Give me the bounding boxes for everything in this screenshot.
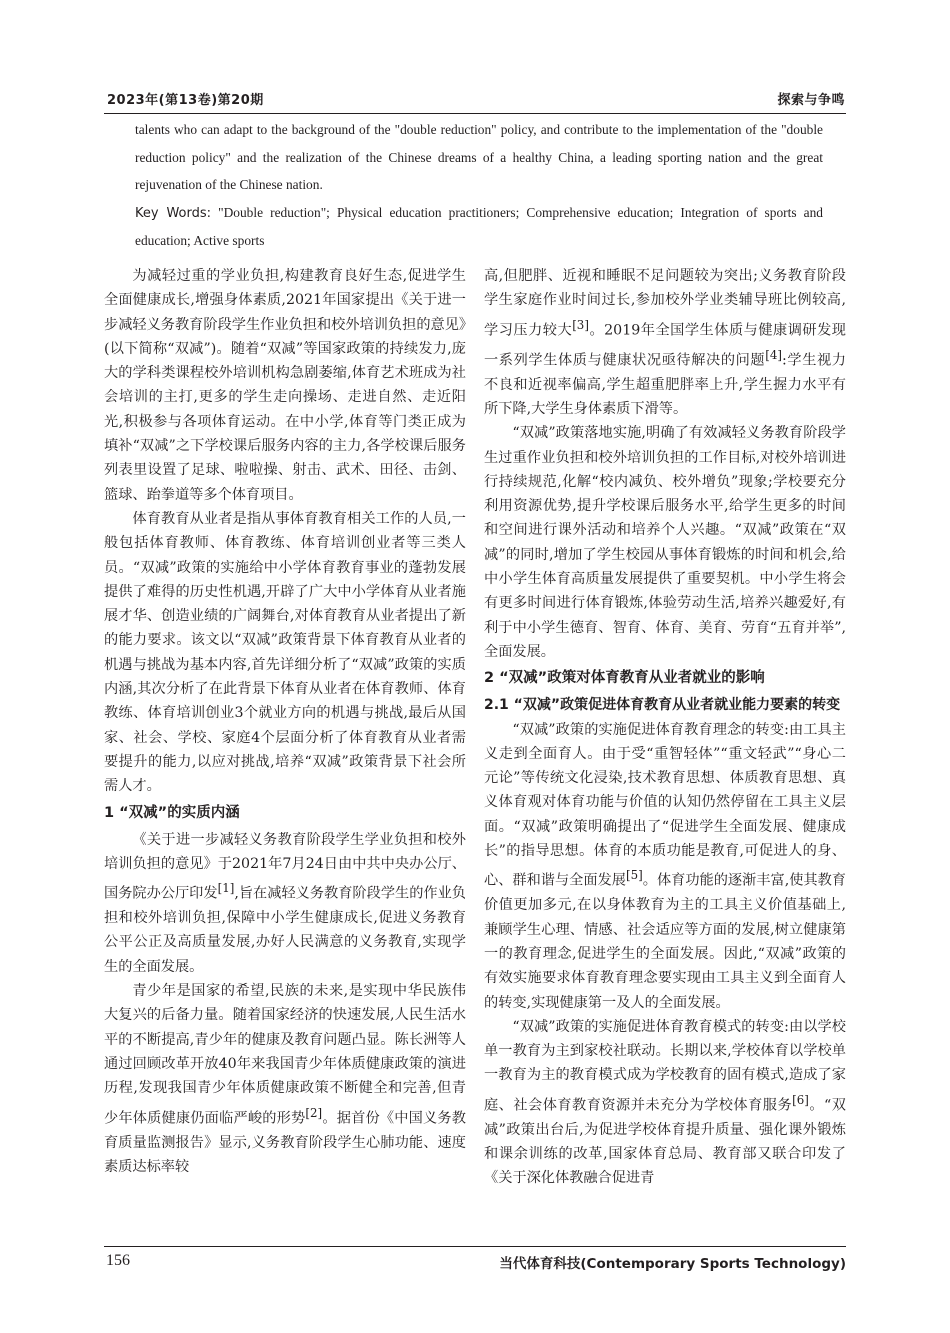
- citation: [3]: [572, 317, 589, 332]
- paragraph: 体育教育从业者是指从事体育教育相关工作的人员,一般包括体育教师、体育教练、体育培训创业者等三类人员。“双减”政策的实施给中小学体育教育事业的蓬勃发展提供了难得的历史性机遇,开辟了广大中小学体育从业者施展才华、创造业绩的广阔舞台,对体育教育从业者提出了新的能力要求。该文以“双减”政策背景下体育教育从业者的机遇与挑战为基本内容,首先详细分析了“双减”政策的实质内涵,其次分析了在此背景下体育从业者在体育教师、体育教练、体育培训创业3个就业方向的机遇与挑战,最后从国家、社会、学校、家庭4个层面分析了体育教育从业者需要提升的能力,以应对挑战,培养“双减”政策背景下社会所需人才。: [104, 510, 466, 795]
- section-heading-2: 2 “双减”政策对体育教育从业者就业的影响: [484, 670, 765, 687]
- paragraph: “双减”政策的实施促进体育教育理念的转变:由工具主义走到全面育人。由于受“重智轻体”“重文轻武”“身心二元论”等传统文化浸染,技术教育思想、体质教育思想、真义体育观对体育功能与价值的认知仍然停留在工具主义层面。“双减”政策明确提出了“促进学生全面发展、健康成长”的指导思想。体育的本质功能是教育,可促进人的身、心、群和谐与全面发展[5]。体育功能的逐渐丰富,使其教育价值更加多元,在以身体教育为主的工具主义价值基础上,兼顾学生心理、情感、社会适应等方面的发展,树立健康第一的教育理念,促进学生的全面发展。因此,“双减”政策的有效实施要求体育教育理念要实现由工具主义到全面育人的转变,实现健康第一及人的全面发展。: [484, 721, 846, 1011]
- paragraph: “双减”政策落地实施,明确了有效减轻义务教育阶段学生过重作业负担和校外培训负担的工作目标,对校外培训进行持续规范,化解“校内减负、校外增负”现象;学校要充分利用资源优势,提升学校课后服务水平,给学生更多的时间和空间进行课外活动和培养个人兴趣。“双减”政策在“双减”的同时,增加了学生校园从事体育锻炼的时间和机会,给中小学生体育高质量发展提供了重要契机。中小学生将会有更多时间进行体育锻炼,体验劳动生活,培养兴趣爱好,有利于中小学生德育、智育、体育、美育、劳育“五育并举”,全面发展。: [484, 425, 846, 660]
- header-column: 探索与争鸣: [777, 93, 845, 108]
- footer-rule: [104, 1246, 846, 1247]
- paragraph: “双减”政策的实施促进体育教育模式的转变:由以学校单一教育为主到家校社联动。长期以来,学校体育以学校单一教育为主的教育模式成为学校教育的固有模式,造成了家庭、社会体育教育资源并未充分为学校体育服务[6]。“双减”政策出台后,为促进学校体育提升质量、强化课外锻炼和课余训练的改革,国家体育总局、教育部又联合印发了《关于深化体教融合促进青: [484, 1018, 846, 1187]
- abstract-text: talents who can adapt to the background of the "double reduction" policy, and contribute to the implementation of the "double reduction policy" and the realization of the Chinese dreams of a healthy China, a leading sporting nation and the great rejuvenation of the Chinese nation.: [135, 122, 823, 193]
- citation: [5]: [625, 868, 643, 883]
- citation: [1]: [217, 881, 235, 896]
- keywords: [135, 199, 823, 255]
- section-heading-1: 1 “双减”的实质内涵: [104, 804, 240, 821]
- citation: [6]: [792, 1092, 809, 1107]
- journal-name: 当代体育科技(Contemporary Sports Technology): [499, 1256, 846, 1272]
- header-issue: 2023年(第13卷)第20期: [107, 93, 264, 108]
- right-column: [484, 264, 846, 1191]
- page-number: 156: [106, 1252, 130, 1269]
- citation: [4]: [765, 347, 782, 362]
- paragraph: 《关于进一步减轻义务教育阶段学生学业负担和校外培训负担的意见》于2021年7月24日由中共中央办公厅、国务院办公厅印发[1],旨在减轻义务教育阶段学生的作业负担和校外培训负担,保障中小学生健康成长,促进义务教育公平公正及高质量发展,办好人民满意的义务教育,实现学生的全面发展。: [104, 831, 466, 975]
- english-abstract: [135, 116, 823, 255]
- subsection-heading-2-1: 2.1 “双减”政策促进体育教育从业者就业能力要素的转变: [484, 697, 841, 714]
- left-column: [104, 264, 466, 1179]
- paragraph: 高,但肥胖、近视和睡眠不足问题较为突出;义务教育阶段学生家庭作业时间过长,参加校外学业类辅导班比例较高,学习压力较大[3]。2019年全国学生体质与健康调研发现一系列学生体质与健康状况亟待解决的问题[4]:学生视力不良和近视率偏高,学生超重肥胖率上升,学生握力水平有所下降,大学生身体素质下滑等。: [484, 268, 846, 417]
- citation: [2]: [305, 1105, 323, 1120]
- keywords-text: "Double reduction"; Physical education practitioners; Comprehensive education; Integration of sports and education; Active sports: [135, 204, 823, 249]
- header-rule: [104, 113, 846, 114]
- paragraph: 为减轻过重的学业负担,构建教育良好生态,促进学生全面健康成长,增强身体素质,2021年国家提出《关于进一步减轻义务教育阶段学生作业负担和校外培训负担的意见》(以下简称“双减”)。随着“双减”等国家政策的持续发力,庞大的学科类课程校外培训机构急剧萎缩,体育艺术班成为社会培训的主打,更多的学生走向操场、走进自然、走近阳光,积极参与各项体育运动。在中小学,体育等门类正成为填补“双减”之下学校课后服务内容的主力,各学校课后服务列表里设置了足球、啦啦操、射击、武术、田径、击剑、篮球、跆拳道等多个体育项目。: [104, 268, 466, 503]
- keywords-label: Key Words:: [135, 205, 212, 221]
- paragraph: 青少年是国家的希望,民族的未来,是实现中华民族伟大复兴的后备力量。随着国家经济的快速发展,人民生活水平的不断提高,青少年的健康及教育问题凸显。陈长洲等人通过回顾改革开放40年来我国青少年体质健康政策的演进历程,发现我国青少年体质健康政策不断健全和完善,但青少年体质健康仍面临严峻的形势[2]。据首份《中国义务教育质量监测报告》显示,义务教育阶段学生心肺功能、速度素质达标率较: [104, 983, 466, 1175]
